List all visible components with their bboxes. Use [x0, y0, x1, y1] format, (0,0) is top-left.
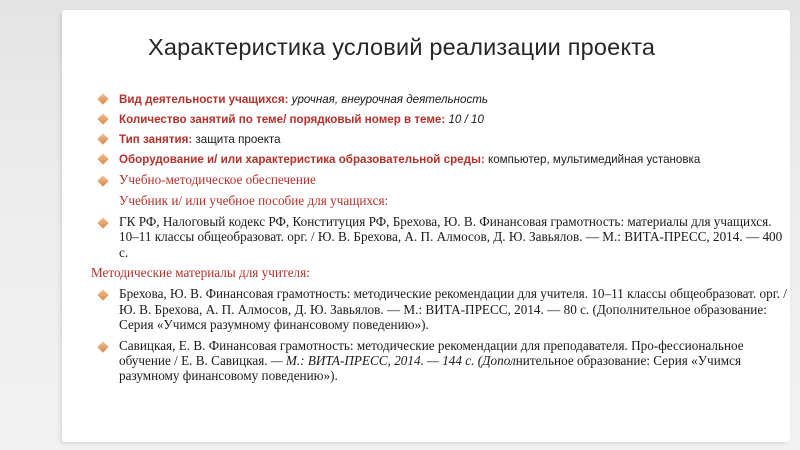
item-value: урочная, внеурочная деятельность — [288, 93, 489, 106]
item-label: Вид деятельности учащихся: — [119, 93, 289, 106]
student-reference — [97, 214, 787, 260]
list-item-lesson-count — [97, 112, 787, 127]
teacher-reference-2 — [97, 338, 787, 384]
item-label: Оборудование и/ или характеристика образовательной среды: — [119, 153, 485, 166]
student-heading-text: Учебник и/ или учебное пособие для учащихся: — [119, 193, 389, 209]
teacher-materials-heading — [91, 265, 787, 280]
slide-title: Характеристика условий реализации проекта — [148, 34, 656, 60]
reference-text-b: — М.: ВИТА-ПРЕСС, 2014. — 144 с. (Допол — [270, 353, 516, 369]
diamond-bullet-icon — [97, 217, 108, 228]
item-value: компьютер, мультимедийная установка — [484, 153, 701, 166]
slide-body — [91, 92, 787, 389]
diamond-bullet-icon — [97, 113, 108, 124]
reference-text: ГК РФ, Налоговый кодекс РФ, Конституция РФ, Брехова, Ю. В. Финансовая грамотность: материалы для учащихся. 10–11 классы общеобразоват. орг. / Ю. В. Брехова, А. П. Алмосов, Д. Ю. Завьялов. — М.: ВИТА-ПРЕСС, 2014. — 400 с. — [119, 213, 783, 260]
teacher-reference-1 — [97, 286, 787, 332]
item-label: Количество занятий по теме/ порядковый номер в теме: — [119, 113, 446, 126]
teacher-heading-text: Методические материалы для учителя: — [91, 265, 310, 281]
item-label: Учебно-методическое обеспечение — [119, 172, 316, 187]
diamond-bullet-icon — [97, 153, 108, 164]
list-item-activity — [97, 92, 787, 107]
diamond-bullet-icon — [97, 175, 108, 186]
list-item-lesson-type — [97, 132, 787, 147]
reference-text-a: Савицкая, Е. В. Финансовая грамотность: методические рекомендации для преподавателя. Про-фессиональное обучение / Е. В. Савицкая. — [119, 337, 744, 369]
diamond-bullet-icon — [97, 93, 108, 104]
list-item-methodical-support — [97, 172, 787, 187]
diamond-bullet-icon — [97, 133, 108, 144]
diamond-bullet-icon — [97, 341, 108, 352]
reference-text-c: нительное образование: Серия «Учимся разумному финансовому поведению»). — [119, 353, 742, 384]
diamond-bullet-icon — [97, 290, 108, 301]
item-value: 10 / 10 — [445, 113, 484, 126]
list-item-equipment — [97, 152, 787, 167]
item-value: защита проекта — [192, 133, 281, 146]
item-label: Тип занятия: — [119, 133, 193, 146]
reference-text: Брехова, Ю. В. Финансовая грамотность: методические рекомендации для учителя. 10–11 классы общеобразоват. орг. / Ю. В. Брехова, А. П. Алмосов, Д. Ю. Завьялов. — М.: ВИТА-ПРЕСС, 2014. — 80 с. (Дополнительное образование: Серия «Учимся разумному финансовому поведению»). — [119, 286, 787, 333]
student-materials-heading — [97, 193, 787, 208]
